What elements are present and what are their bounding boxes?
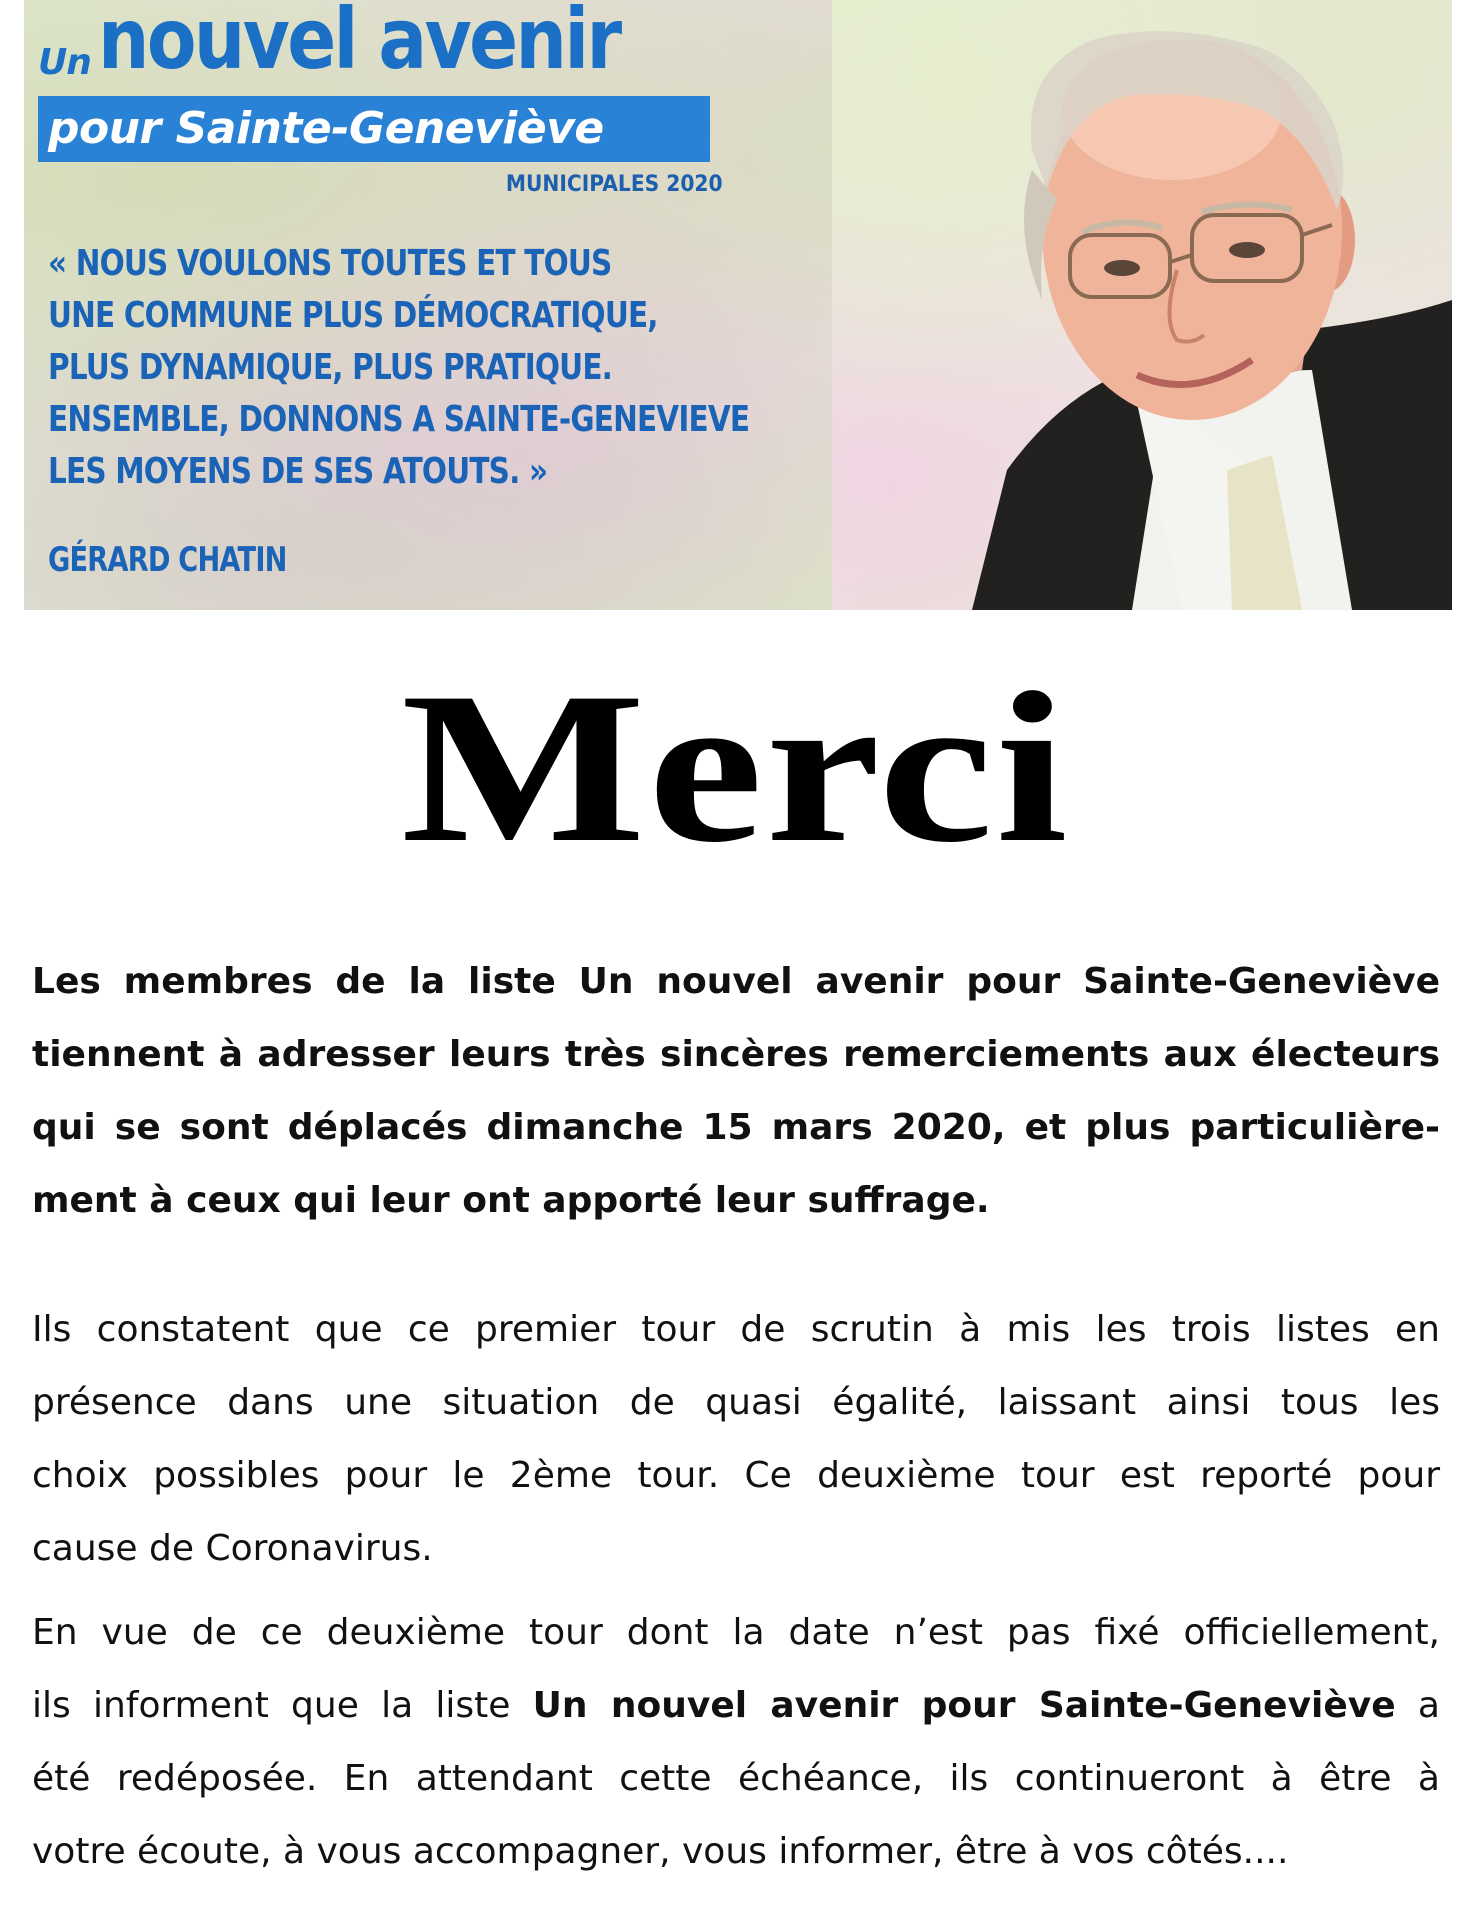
intro-paragraph xyxy=(32,945,1440,1237)
second-round-paragraph xyxy=(32,1596,1440,1888)
second-round-line: En vue de ce deuxième tour dont la date n’est pas fixé officiellement, xyxy=(32,1612,1440,1653)
results-line: choix possibles pour le 2ème tour. Ce deuxième tour est reporté pour xyxy=(32,1455,1440,1496)
results-line: présence dans une situation de quasi égalité, laissant ainsi tous les xyxy=(32,1382,1440,1423)
second-round-line: été redéposée. En attendant cette échéance, ils continueront à être à xyxy=(32,1758,1440,1799)
results-paragraph xyxy=(32,1293,1440,1585)
quote-line: ENSEMBLE, DONNONS A SAINTE-GENEVIEVE xyxy=(48,399,750,440)
logo-subtitle-bar: pour Sainte-Geneviève xyxy=(38,96,710,162)
list-name-bold: Un nouvel avenir pour Sainte-Geneviève xyxy=(532,1685,1396,1726)
quote-line: « NOUS VOULONS TOUTES ET TOUS xyxy=(48,243,612,284)
headline-merci: Merci xyxy=(400,648,1071,887)
logo-title: nouvel avenir xyxy=(98,0,620,88)
results-line: Ils constatent que ce premier tour de scrutin à mis les trois listes en xyxy=(32,1309,1440,1350)
intro-line: Les membres de la liste Un nouvel avenir pour Sainte-Geneviève xyxy=(32,961,1440,1002)
campaign-logo xyxy=(38,0,723,197)
quote-line: UNE COMMUNE PLUS DÉMOCRATIQUE, xyxy=(48,295,658,336)
campaign-banner xyxy=(24,0,1452,610)
quote-line: PLUS DYNAMIQUE, PLUS PRATIQUE. xyxy=(48,347,613,388)
portrait-illustration xyxy=(832,0,1452,610)
candidate-portrait-photo xyxy=(832,0,1452,610)
quote-line: LES MOYENS DE SES ATOUTS. » xyxy=(48,451,548,492)
second-round-line-with-list-name xyxy=(32,1669,1440,1742)
text-fragment: a xyxy=(1395,1685,1440,1726)
intro-line: tiennent à adresser leurs très sincères remerciements aux électeurs xyxy=(32,1034,1440,1075)
candidate-quote xyxy=(48,238,750,498)
election-label: MUNICIPALES 2020 xyxy=(506,172,723,197)
intro-line: qui se sont déplacés dimanche 15 mars 2020, et plus particulière- xyxy=(32,1107,1440,1148)
intro-line: ment à ceux qui leur ont apporté leur suffrage. xyxy=(32,1180,990,1221)
second-round-line: votre écoute, à vous accompagner, vous informer, être à vos côtés.... xyxy=(32,1831,1289,1872)
logo-un: Un xyxy=(38,42,91,83)
candidate-name: GÉRARD CHATIN xyxy=(48,540,287,580)
text-fragment: ils informent que la liste xyxy=(32,1685,533,1726)
results-line: cause de Coronavirus. xyxy=(32,1528,433,1569)
logo-title-line xyxy=(38,0,723,92)
